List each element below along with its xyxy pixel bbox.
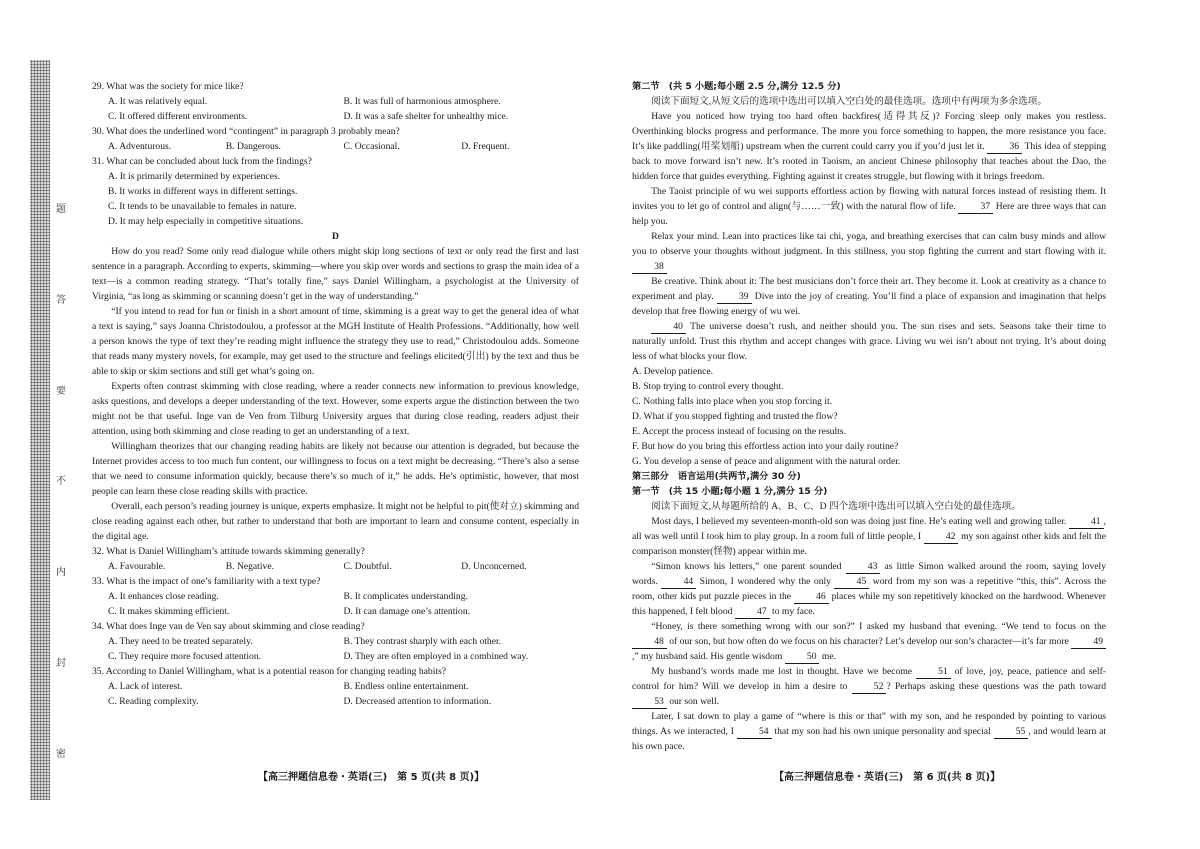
option-b: B. Negative. bbox=[225, 561, 274, 572]
section-heading: 第一节 (共 15 小题;每小题 1 分,满分 15 分) bbox=[632, 486, 828, 497]
paragraph-text: Here are three ways that can help you. bbox=[632, 201, 1106, 227]
section-heading: 第二节 (共 5 小题;每小题 2.5 分,满分 12.5 分) bbox=[632, 81, 841, 92]
left-page-column bbox=[92, 79, 579, 709]
question-stem: 34. What does Inge van de Ven say about skimming and close reading? bbox=[92, 621, 365, 632]
passage-paragraph bbox=[632, 109, 1106, 184]
paragraph-text: Relax your mind. Lean into practices like tai chi, yoga, and breathing exercises that can calm busy minds and allow you to observe your thoughts without judgment. In this stillness, you stop fighting the current and start flowing with it. bbox=[632, 231, 1106, 257]
answer-blank[interactable]: 42 bbox=[924, 531, 959, 544]
question-stem: 35. According to Daniel Willingham, what is a potential reason for changing reading habits? bbox=[92, 666, 447, 677]
question-stem: 31. What can be concluded about luck from the findings? bbox=[92, 156, 312, 167]
answer-blank[interactable]: 47 bbox=[735, 606, 770, 619]
passage-paragraph bbox=[632, 274, 1106, 319]
option-f: F. But how do you bring this effortless action into your daily routine? bbox=[632, 441, 899, 452]
option-d: D. It was a safe shelter for unhealthy mice. bbox=[343, 111, 509, 122]
option-d: D. It can damage one’s attention. bbox=[343, 606, 471, 617]
option-c: C. It makes skimming efficient. bbox=[108, 606, 230, 617]
seal-char: 要 bbox=[56, 385, 66, 397]
paragraph-text: of our son, but how often do we focus on his character? Let’s develop our son’s character—it’s far more bbox=[669, 636, 1069, 647]
seal-line-labels bbox=[54, 200, 68, 760]
option-a: A. It enhances close reading. bbox=[108, 591, 219, 602]
paragraph-text: of love, joy, peace, patience and self-control for him? Will we develop in him a desire to bbox=[632, 666, 1106, 692]
paragraph-text: My husband’s words made me lost in thought. Have we become bbox=[651, 666, 913, 677]
seal-char: 答 bbox=[56, 294, 66, 306]
question-stem: 32. What is Daniel Willingham’s attitude towards skimming generally? bbox=[92, 546, 365, 557]
option-g: G. You develop a sense of peace and alignment with the natural order. bbox=[632, 456, 901, 467]
option-c: C. It offered different environments. bbox=[108, 111, 248, 122]
paragraph-text: “Simon knows his letters,” one parent sounded bbox=[651, 561, 842, 572]
seal-char: 不 bbox=[56, 476, 66, 488]
answer-blank[interactable]: 50 bbox=[785, 651, 820, 664]
paragraph-text: Later, I sat down to play a game of “where is this or that” with my son, and he responded by pointing to various things. As we interacted, I bbox=[632, 711, 1106, 737]
answer-options bbox=[92, 634, 579, 664]
paragraph-text: me. bbox=[821, 651, 837, 662]
passage-paragraph: Experts often contrast skimming with close reading, where a reader connects new information to previous knowledge, asks questions, and develops a deeper understanding of the text. However, some experts argue the distinction between the two might not be that useful. Inge van de Ven from Tilburg University argues that during close reading, readers adjust their attention, using both skimming and close reading to get an understanding of a text. bbox=[92, 381, 579, 437]
question-stem: 30. What does the underlined word “contingent” in paragraph 3 probably mean? bbox=[92, 126, 400, 137]
option-b: B. It works in different ways in different settings. bbox=[108, 186, 298, 197]
passage-paragraph bbox=[632, 664, 1106, 709]
passage-paragraph: How do you read? Some only read dialogue while others might skip long sections of text or only read the first and last sentence in a paragraph. According to experts, skimming—where you skip over words and sections to grasp the main idea of a text—is a common reading strategy. “That’s totally fine,” says Daniel Willingham, a psychologist at the University of Virginia, “as long as skimming or scanning doesn’t get in the way of understanding.” bbox=[92, 246, 579, 302]
option-d: D. What if you stopped fighting and trusted the flow? bbox=[632, 411, 838, 422]
answer-options bbox=[92, 169, 579, 229]
option-c: C. Occasional. bbox=[343, 141, 400, 152]
paragraph-text: Have you noticed how trying too hard often backfires(适得其反)? Forcing sleep only makes you restless. Overthinking blocks progress and performance. The more you force something to happen, the more resistance you face. It’s like paddling(用桨划船) upstream when the current could carry you if you’d just let it. bbox=[632, 111, 1106, 152]
answer-options bbox=[92, 559, 579, 574]
answer-blank[interactable]: 52 bbox=[852, 681, 887, 694]
option-d: D. They are often employed in a combined way. bbox=[343, 651, 529, 662]
paragraph-text: This idea of stepping back to move forward isn’t new. It’s rooted in Taoism, an ancient Chinese philosophy that teaches about the Dao, the hidden force that guides everything. Fighting against it creates struggle, but flowing with it brings freedom. bbox=[632, 141, 1106, 182]
answer-options bbox=[92, 679, 579, 709]
answer-blank[interactable]: 45 bbox=[834, 576, 869, 589]
paragraph-text: “Honey, is there something wrong with our son?” I asked my husband that evening. “We tend to focus on the bbox=[651, 621, 1106, 632]
paragraph-text: as little Simon walked around the room, saying lovely words. bbox=[632, 561, 1106, 587]
paragraph-text: The universe doesn’t rush, and neither should you. The sun rises and sets. Seasons take their time to naturally unfold. Trust this rhythm and accept changes with grace. Living wu wei isn’t about not trying. It’s about doing less of what blocks your flow. bbox=[632, 321, 1106, 362]
option-b: B. Dangerous. bbox=[225, 141, 281, 152]
answer-blank[interactable]: 44 bbox=[661, 576, 696, 589]
option-c: C. Reading complexity. bbox=[108, 696, 199, 707]
option-c: C. Doubtful. bbox=[343, 561, 392, 572]
paragraph-text: , and would learn at his own pace. bbox=[632, 726, 1107, 752]
option-c: C. Nothing falls into place when you stop forcing it. bbox=[632, 396, 833, 407]
answer-blank[interactable]: 54 bbox=[737, 726, 772, 739]
paragraph-text: Simon, I wondered why the only bbox=[699, 576, 831, 587]
paragraph-text: that my son had his own unique personality and special bbox=[774, 726, 991, 737]
answer-options bbox=[92, 139, 579, 154]
answer-blank[interactable]: 51 bbox=[916, 666, 951, 679]
question-stem: 29. What was the society for mice like? bbox=[92, 81, 244, 92]
option-c: C. They require more focused attention. bbox=[108, 651, 262, 662]
page-footer-left: 【高三押题信息卷・英语(三) 第 5 页(共 8 页)】 bbox=[258, 772, 485, 783]
option-a: A. They need to be treated separately. bbox=[108, 636, 253, 647]
passage-paragraph bbox=[632, 514, 1106, 559]
answer-blank[interactable]: 39 bbox=[717, 291, 752, 304]
paragraph-text: places while my son repetitively knocked on the hardwood. Whenever this happened, I felt blood bbox=[632, 591, 1106, 617]
paragraph-text: ? Perhaps asking these questions was the path toward bbox=[886, 681, 1106, 692]
option-a: A. It is primarily determined by experiences. bbox=[108, 171, 281, 182]
paragraph-text: our son well. bbox=[669, 696, 720, 707]
binding-strip bbox=[30, 60, 50, 800]
option-d: D. Frequent. bbox=[461, 141, 510, 152]
answer-options bbox=[92, 94, 579, 124]
passage-paragraph bbox=[632, 319, 1106, 364]
right-page-column bbox=[632, 79, 1106, 754]
page-footer-right: 【高三押题信息卷・英语(三) 第 6 页(共 8 页)】 bbox=[774, 772, 1001, 783]
answer-blank[interactable]: 43 bbox=[846, 561, 881, 574]
paragraph-text: Dive into the joy of creating. You’ll find a place of expansion and imagination that helps develop that free flowing energy of wu wei. bbox=[632, 291, 1106, 317]
option-b: B. It complicates understanding. bbox=[343, 591, 468, 602]
passage-paragraph bbox=[632, 559, 1106, 619]
option-a: A. Favourable. bbox=[108, 561, 166, 572]
passage-paragraph bbox=[632, 709, 1106, 754]
answer-blank[interactable]: 36 bbox=[987, 141, 1022, 154]
answer-blank[interactable]: 55 bbox=[994, 726, 1029, 739]
option-b: B. Endless online entertainment. bbox=[343, 681, 469, 692]
passage-paragraph bbox=[632, 229, 1106, 274]
option-c: C. It tends to be unavailable to females in nature. bbox=[108, 201, 297, 212]
section-instruction: 阅读下面短文,从每题所给的 A、B、C、D 四个选项中选出可以填入空白处的最佳选项。 bbox=[651, 501, 1021, 512]
question-stem: 33. What is the impact of one’s familiarity with a text type? bbox=[92, 576, 321, 587]
section-label: D bbox=[332, 231, 339, 242]
option-a: A. It was relatively equal. bbox=[108, 96, 208, 107]
answer-blank[interactable]: 38 bbox=[632, 261, 667, 274]
seal-char: 封 bbox=[56, 658, 66, 670]
option-a: A. Lack of interest. bbox=[108, 681, 183, 692]
seal-char: 密 bbox=[56, 748, 66, 760]
section-instruction: 阅读下面短文,从短文后的选项中选出可以填入空白处的最佳选项。选项中有两项为多余选项。 bbox=[651, 96, 1047, 107]
paragraph-text: word from my son was a repetitive “this, this”. Across the room, other kids put puzzle pieces in the bbox=[632, 576, 1107, 602]
paragraph-text: The Taoist principle of wu wei supports effortless action by flowing with natural forces instead of resisting them. It invites you to let go of control and align(与……一致) with the natural flow of life. bbox=[632, 186, 1106, 212]
paragraph-text: my son against other kids and felt the comparison monster(怪物) appear within me. bbox=[632, 531, 1106, 557]
option-a: A. Develop patience. bbox=[632, 366, 713, 377]
option-e: E. Accept the process instead of focusing on the results. bbox=[632, 426, 846, 437]
paragraph-text: ,” my husband said. His gentle wisdom bbox=[632, 651, 783, 662]
answer-blank[interactable]: 41 bbox=[1069, 516, 1104, 529]
option-b: B. It was full of harmonious atmosphere. bbox=[343, 96, 501, 107]
paragraph-text: Be creative. Think about it: The best musicians don’t force their art. They become it. Look at creativity as a chance to experiment and play. bbox=[632, 276, 1106, 302]
paragraph-text: , all was well until I took him to play group. In a room full of little people, I bbox=[632, 516, 1106, 542]
paragraph-text: Most days, I believed my seventeen-month-old son was doing just fine. He’s eating well and growing taller. bbox=[651, 516, 1067, 527]
answer-options bbox=[92, 589, 579, 619]
option-d: D. It may help especially in competitive situations. bbox=[108, 216, 304, 227]
seal-char: 内 bbox=[56, 567, 66, 579]
paragraph-text: to my face. bbox=[772, 606, 815, 617]
answer-blank[interactable]: 48 bbox=[632, 636, 667, 649]
answer-blank[interactable]: 37 bbox=[958, 201, 993, 214]
answer-blank[interactable]: 40 bbox=[651, 321, 686, 334]
passage-paragraph: Willingham theorizes that our changing reading habits are likely not because our attention is degraded, but because the Internet provides access to too much fun content, our willingness to focus on a text might be decreasing. “There’s also a sense that we need to consume information quickly, because there’s so much of it,” he adds. He’s optimistic, however, that most people can learn these close reading skills with practice. bbox=[92, 441, 579, 497]
passage-paragraph: “If you intend to read for fun or finish in a short amount of time, skimming is a great way to get the general idea of what a text is saying,” says Joanna Christodoulou, a professor at the MGH Institute of Health Professions. “Additionally, how well a person knows the type of text they’re reading might influence the strategy they use to read,” Christodoulou adds. Someone that reads many mystery novels, for example, may get used to the structure and feelings elicited(引出) by the text and thus be able to skip or skim sections and still get what’s going on. bbox=[92, 306, 579, 377]
part-heading: 第三部分 语言运用(共两节,满分 30 分) bbox=[632, 471, 801, 482]
option-a: A. Adventurous. bbox=[108, 141, 172, 152]
passage-paragraph bbox=[632, 619, 1106, 664]
seven-choose-five-options bbox=[632, 364, 1106, 469]
option-b: B. Stop trying to control every thought. bbox=[632, 381, 784, 392]
answer-blank[interactable]: 49 bbox=[1071, 636, 1106, 649]
passage-paragraph: Overall, each person’s reading journey is unique, experts emphasize. It might not be helpful to pit(使对立) skimming and close reading against each other, but rather to understand that both are important to learn and consume content, especially in the digital age. bbox=[92, 501, 579, 542]
passage-paragraph bbox=[632, 184, 1106, 229]
option-b: B. They contrast sharply with each other. bbox=[343, 636, 502, 647]
option-d: D. Decreased attention to information. bbox=[343, 696, 492, 707]
answer-blank[interactable]: 53 bbox=[632, 696, 667, 709]
option-d: D. Unconcerned. bbox=[461, 561, 527, 572]
answer-blank[interactable]: 46 bbox=[794, 591, 829, 604]
seal-char: 题 bbox=[56, 204, 66, 215]
